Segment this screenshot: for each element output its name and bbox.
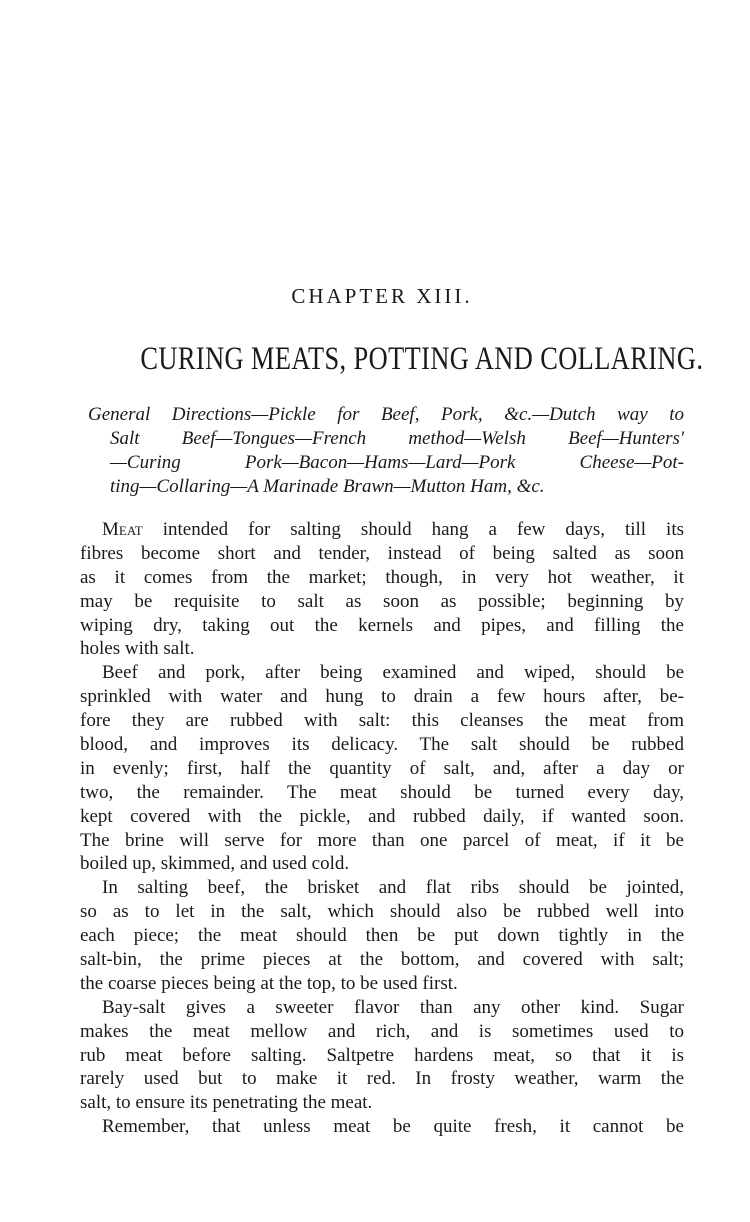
body-text: [80, 518, 684, 1139]
paragraph: [80, 661, 684, 876]
paragraph-line: boiled up, skimmed, and used cold.: [80, 853, 350, 875]
paragraph-line: kept covered with the pickle, and rubbed daily, if wanted soon.: [80, 805, 684, 827]
paragraph-line: makes the meat mellow and rich, and is sometimes used to: [80, 1020, 684, 1042]
paragraph-line: two, the remainder. The meat should be turned every day,: [80, 781, 684, 803]
paragraph: [80, 876, 684, 995]
paragraph-first-line: Bay-salt gives a sweeter flavor than any other kind. Sugar: [102, 996, 684, 1018]
paragraph-line: holes with salt.: [80, 638, 195, 660]
paragraph: [80, 518, 684, 661]
chapter-summary: [88, 403, 684, 499]
paragraph-line: so as to let in the salt, which should also be rubbed well into: [80, 901, 684, 923]
paragraph-line: the coarse pieces being at the top, to be used first.: [80, 972, 458, 994]
paragraph-line: salt, to ensure its penetrating the meat.: [80, 1092, 373, 1114]
book-page: [80, 0, 704, 1222]
paragraph-line: The brine will serve for more than one parcel of meat, if it be: [80, 829, 684, 851]
paragraph-line: salt-bin, the prime pieces at the bottom, and covered with salt;: [80, 949, 684, 971]
paragraph-line: rarely used but to make it red. In frosty weather, warm the: [80, 1068, 684, 1090]
paragraph-first-line: Remember, that unless meat be quite fresh, it cannot be: [102, 1116, 684, 1138]
paragraph-first-line: Beef and pork, after being examined and wiped, should be: [102, 662, 684, 684]
paragraph: [80, 1115, 684, 1139]
paragraph-line: wiping dry, taking out the kernels and pipes, and filling the: [80, 614, 684, 636]
first-line-text: intended for salting should hang a few days, till its: [142, 519, 684, 540]
paragraph-line: each piece; the meat should then be put down tightly in the: [80, 925, 684, 947]
paragraph: [80, 996, 684, 1115]
summary-line: ting—Collaring—A Marinade Brawn—Mutton Ham, &c.: [110, 476, 545, 497]
summary-line: General Directions—Pickle for Beef, Pork, &c.—Dutch way to: [88, 404, 684, 425]
paragraph-line: fibres become short and tender, instead of being salted as soon: [80, 542, 684, 564]
paragraph-line: as it comes from the market; though, in very hot weather, it: [80, 566, 684, 588]
paragraph-line: may be requisite to salt as soon as possible; beginning by: [80, 590, 684, 612]
chapter-number: CHAPTER XIII.: [291, 284, 473, 308]
chapter-title: CURING MEATS, POTTING AND COLLARING.: [140, 341, 704, 377]
paragraph-line: rub meat before salting. Saltpetre hardens meat, so that it is: [80, 1044, 684, 1066]
lead-word: Meat: [102, 519, 143, 540]
paragraph-line: sprinkled with water and hung to drain a few hours after, be-: [80, 686, 684, 708]
paragraph-first-line: [80, 518, 684, 542]
paragraph-line: in evenly; first, half the quantity of salt, and, after a day or: [80, 757, 684, 779]
paragraph-line: fore they are rubbed with salt: this cleanses the meat from: [80, 710, 684, 732]
paragraph-first-line: In salting beef, the brisket and flat ribs should be jointed,: [102, 877, 684, 899]
summary-line: Salt Beef—Tongues—French method—Welsh Beef—Hunters': [110, 428, 684, 449]
summary-line: —Curing Pork—Bacon—Hams—Lard—Pork Cheese—Pot-: [110, 452, 684, 473]
paragraph-line: blood, and improves its delicacy. The salt should be rubbed: [80, 734, 684, 756]
